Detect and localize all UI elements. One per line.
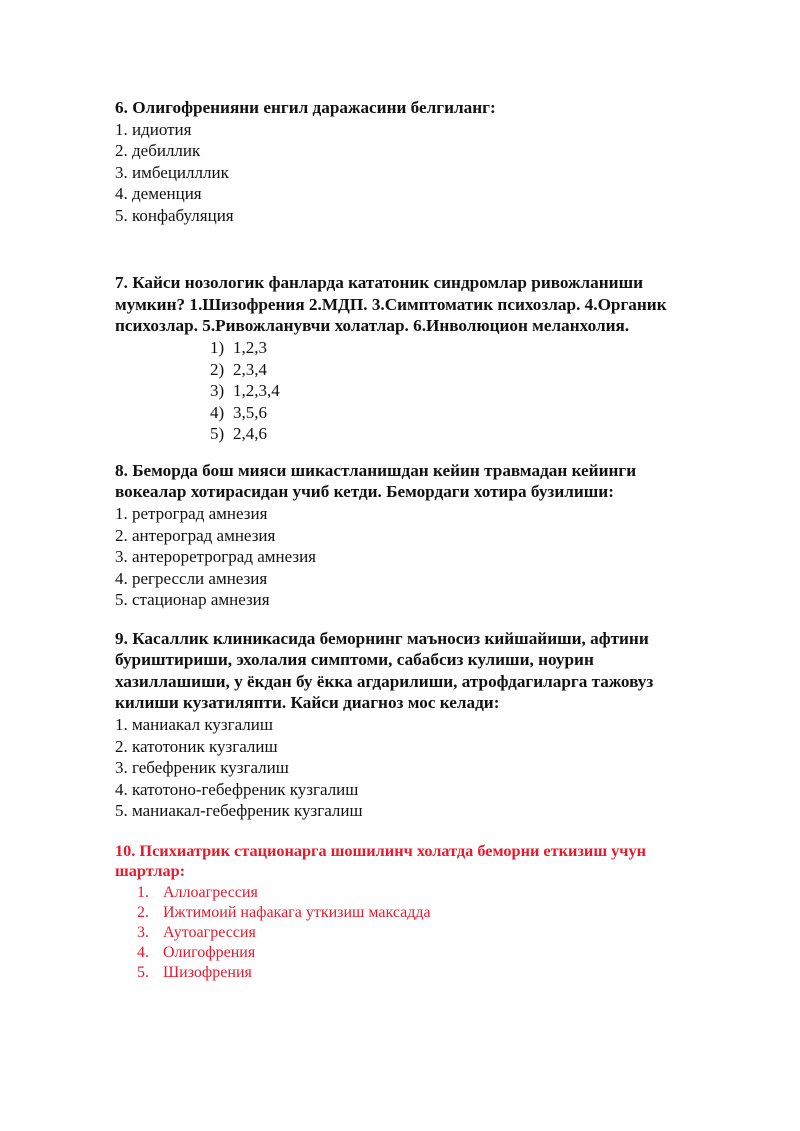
option-number: 3) <box>210 381 225 401</box>
question-title-line: хазиллашиши, у ёкдан бу ёкка агдарилиши, атрофдагиларга тажовуз <box>115 671 654 691</box>
answer-list <box>115 337 735 445</box>
question-title-line: психозлар. 5.Ривожланувчи холатлар. 6.Инволюцион меланхолия. <box>115 316 630 336</box>
question-7 <box>115 272 735 444</box>
answer-option: 4. деменция <box>115 184 202 204</box>
option-number: 4. <box>137 943 149 961</box>
answer-option <box>137 943 735 963</box>
option-number: 2. <box>137 903 149 921</box>
question-title-line: шартлар: <box>115 861 186 881</box>
option-text: Аутоагрессия <box>163 923 256 941</box>
question-title-line: 7. Кайси нозологик фанларда кататоник синдромлар ривожланиши <box>115 273 643 293</box>
option-number: 5) <box>210 424 225 444</box>
question-title-line: буриштириши, эхолалия симптоми, сабабсиз кулиши, ноурин <box>115 650 594 670</box>
option-number: 1) <box>210 337 225 357</box>
answer-list <box>115 883 735 983</box>
answer-option <box>137 963 735 983</box>
answer-option <box>210 337 735 359</box>
answer-option: 1. маниакал кузгалиш <box>115 714 273 734</box>
option-text: Аллоагрессия <box>163 883 258 901</box>
answer-option: 3. гебефреник кузгалиш <box>115 758 289 778</box>
option-number: 1. <box>137 883 149 901</box>
question-title-line: 9. Касаллик клиникасида беморнинг маъносиз кийшайиши, афтини <box>115 628 649 648</box>
option-number: 3. <box>137 923 149 941</box>
answer-option <box>210 423 735 445</box>
option-number: 5. <box>137 963 149 981</box>
question-10 <box>115 841 735 983</box>
answer-option: 2. катотоник кузгалиш <box>115 736 278 756</box>
question-8 <box>115 460 735 611</box>
option-text: 2,3,4 <box>233 359 267 379</box>
question-title-line: 8. Беморда бош мияси шикастланишдан кейин травмадан кейинги <box>115 460 637 480</box>
option-text: 1,2,3,4 <box>233 381 280 401</box>
answer-option <box>137 903 735 923</box>
answer-option: 4. регрессли амнезия <box>115 568 268 588</box>
answer-option <box>137 923 735 943</box>
option-number: 4) <box>210 402 225 422</box>
answer-option <box>210 380 735 402</box>
answer-option: 1. идиотия <box>115 119 192 139</box>
answer-option: 3. антероретроград амнезия <box>115 547 317 567</box>
answer-option: 3. имбецилллик <box>115 162 229 182</box>
answer-option: 5. маниакал-гебефреник кузгалиш <box>115 801 363 821</box>
option-text: 3,5,6 <box>233 402 267 422</box>
document-page <box>115 97 735 983</box>
answer-option: 2. дебиллик <box>115 141 201 161</box>
option-text: Олигофрения <box>163 943 256 961</box>
answer-option <box>210 359 735 381</box>
option-number: 2) <box>210 359 225 379</box>
question-title-line: килиши кузатиляпти. Кайси диагноз мос келади: <box>115 693 500 713</box>
question-title-line: вокеалар хотирасидан учиб кетди. Бемордаги хотира бузилиши: <box>115 482 614 502</box>
answer-option: 4. катотоно-гебефреник кузгалиш <box>115 779 359 799</box>
question-title: 6. Олигофренияни енгил даражасини белгиланг: <box>115 98 496 117</box>
answer-option: 1. ретроград амнезия <box>115 503 268 523</box>
question-title-line: 10. Психиатрик стационарга шошилинч холатда беморни еткизиш учун <box>115 840 646 860</box>
option-text: 1,2,3 <box>233 337 267 357</box>
option-text: 2,4,6 <box>233 424 267 444</box>
answer-option <box>137 883 735 903</box>
question-9 <box>115 628 735 822</box>
answer-option: 5. конфабуляция <box>115 205 234 225</box>
option-text: Шизофрения <box>163 963 252 981</box>
answer-option <box>210 402 735 424</box>
answer-option: 5. стационар амнезия <box>115 590 270 610</box>
answer-option: 2. антероград амнезия <box>115 525 276 545</box>
question-6 <box>115 97 735 226</box>
question-title-line: мумкин? 1.Шизофрения 2.МДП. 3.Симптоматик психозлар. 4.Органик <box>115 294 667 314</box>
option-text: Ижтимоий нафакага уткизиш максадда <box>163 903 431 921</box>
